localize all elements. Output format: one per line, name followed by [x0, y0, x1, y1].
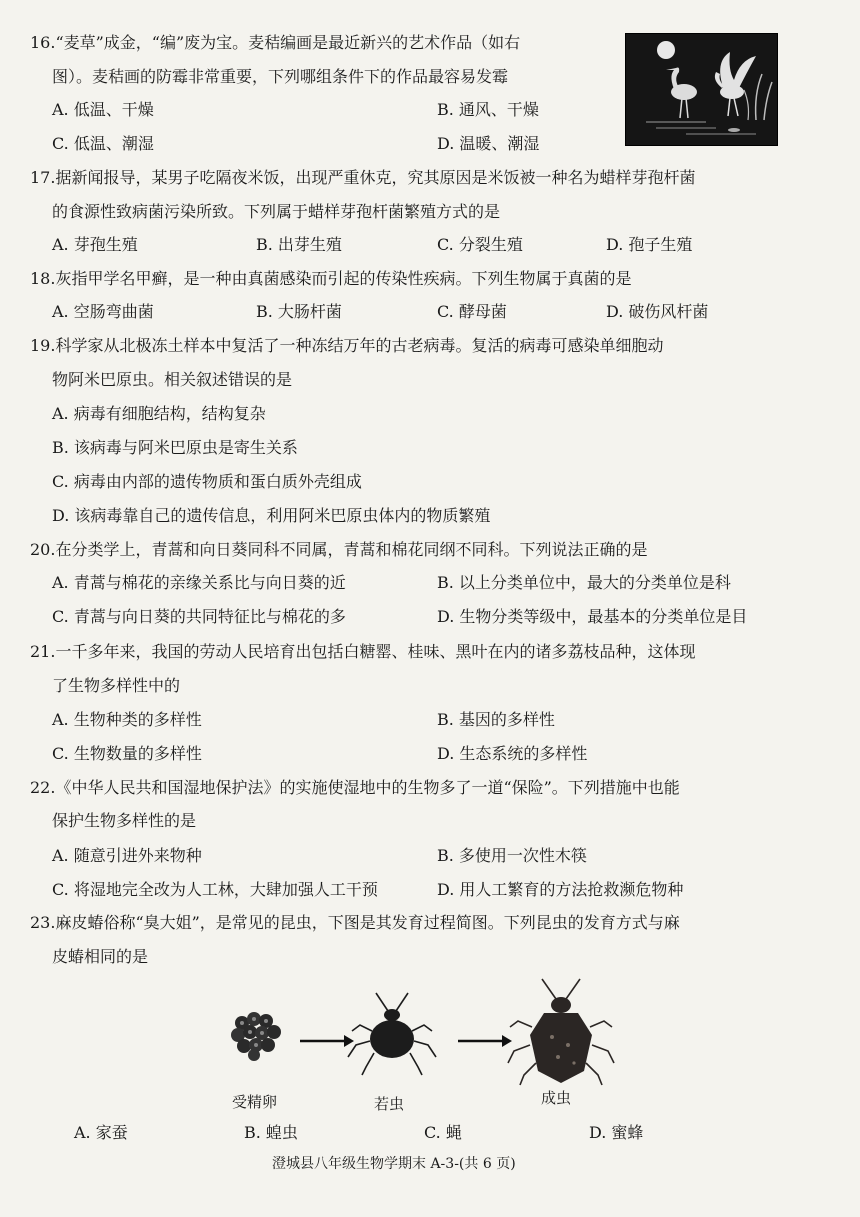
stage-label-egg: 受精卵 — [232, 1093, 278, 1111]
q23-option-d[interactable]: D. 蜜蜂 — [589, 1123, 644, 1142]
q17-option-c[interactable]: C. 分裂生殖 — [437, 235, 523, 254]
q18-stem-line-1: 18.灰指甲学名甲癣，是一种由真菌感染而引起的传染性疾病。下列生物属于真菌的是 — [30, 269, 632, 288]
q19-option-b[interactable]: B. 该病毒与阿米巴原虫是寄生关系 — [52, 438, 298, 457]
q23-option-c[interactable]: C. 蝇 — [424, 1123, 462, 1142]
q19-option-c[interactable]: C. 病毒由内部的遗传物质和蛋白质外壳组成 — [52, 472, 362, 491]
q21-option-a[interactable]: A. 生物种类的多样性 — [52, 710, 202, 729]
q23-stem-line-2: 皮蝽相同的是 — [52, 947, 149, 966]
q22-stem-line-1: 22.《中华人民共和国湿地保护法》的实施使湿地中的生物多了一道“保险”。下列措施中也能 — [30, 778, 680, 797]
straw-art-image — [625, 33, 778, 146]
q23-stem-line-1: 23.麻皮蝽俗称“臭大姐”，是常见的昆虫，下图是其发育过程简图。下列昆虫的发育方式与麻 — [30, 913, 680, 932]
q20-option-a[interactable]: A. 青蒿与棉花的亲缘关系比与向日葵的近 — [52, 573, 346, 592]
q16-option-c[interactable]: C. 低温、潮湿 — [52, 134, 154, 153]
q22-option-c[interactable]: C. 将湿地完全改为人工林，大肆加强人工干预 — [52, 880, 378, 899]
q21-option-b[interactable]: B. 基因的多样性 — [437, 710, 555, 729]
q17-option-d[interactable]: D. 孢子生殖 — [606, 235, 693, 254]
q17-stem-line-1: 17.据新闻报导，某男子吃隔夜米饭，出现严重休克，究其原因是米饭被一种名为蜡样芽孢杆菌 — [30, 168, 696, 187]
q21-stem-line-2: 了生物多样性中的 — [52, 676, 181, 695]
q19-option-d[interactable]: D. 该病毒靠自己的遗传信息，利用阿米巴原虫体内的物质繁殖 — [52, 506, 491, 525]
q18-option-c[interactable]: C. 酵母菌 — [437, 302, 507, 321]
q17-option-b[interactable]: B. 出芽生殖 — [256, 235, 342, 254]
egg-cluster-icon — [231, 1012, 281, 1061]
q16-option-a[interactable]: A. 低温、干燥 — [52, 100, 154, 119]
q20-stem-line-1: 20.在分类学上，青蒿和向日葵同科不同属，青蒿和棉花同纲不同科。下列说法正确的是 — [30, 540, 648, 559]
q22-stem-line-2: 保护生物多样性的是 — [52, 811, 197, 830]
q23-option-a[interactable]: A. 家蚕 — [74, 1123, 128, 1142]
q18-option-b[interactable]: B. 大肠杆菌 — [256, 302, 342, 321]
q18-option-d[interactable]: D. 破伤风杆菌 — [606, 302, 709, 321]
q22-option-b[interactable]: B. 多使用一次性木筷 — [437, 846, 587, 865]
q16-option-b[interactable]: B. 通风、干燥 — [437, 100, 539, 119]
q16-stem-line-2: 图）。麦秸画的防霉非常重要，下列哪组条件下的作品最容易发霉 — [52, 67, 509, 86]
cranes-artwork-icon — [626, 34, 777, 145]
q22-option-a[interactable]: A. 随意引进外来物种 — [52, 846, 202, 865]
stinkbug-development-diagram — [220, 975, 640, 1090]
q20-option-b[interactable]: B. 以上分类单位中，最大的分类单位是科 — [437, 573, 731, 592]
q17-option-a[interactable]: A. 芽孢生殖 — [52, 235, 138, 254]
q16-stem-line-1: 16.“麦草”成金，“编”废为宝。麦秸编画是最近新兴的艺术作品（如右 — [30, 33, 521, 52]
q21-option-d[interactable]: D. 生态系统的多样性 — [437, 744, 588, 763]
adult-stinkbug-icon — [508, 979, 614, 1085]
q23-option-b[interactable]: B. 蝗虫 — [244, 1123, 298, 1142]
q19-option-a[interactable]: A. 病毒有细胞结构，结构复杂 — [52, 404, 266, 423]
q16-option-d[interactable]: D. 温暖、潮湿 — [437, 134, 540, 153]
nymph-icon — [348, 993, 436, 1075]
arrow-right-icon — [458, 1035, 512, 1047]
stage-label-adult: 成虫 — [541, 1089, 572, 1107]
stage-label-nymph: 若虫 — [374, 1095, 405, 1113]
q17-stem-line-2: 的食源性致病菌污染所致。下列属于蜡样芽孢杆菌繁殖方式的是 — [52, 202, 501, 221]
arrow-right-icon — [300, 1035, 354, 1047]
q21-option-c[interactable]: C. 生物数量的多样性 — [52, 744, 202, 763]
q20-option-c[interactable]: C. 青蒿与向日葵的共同特征比与棉花的多 — [52, 607, 346, 626]
q20-option-d[interactable]: D. 生物分类等级中，最基本的分类单位是目 — [437, 607, 748, 626]
q19-stem-line-2: 物阿米巴原虫。相关叙述错误的是 — [52, 370, 293, 389]
q18-option-a[interactable]: A. 空肠弯曲菌 — [52, 302, 154, 321]
page-footer: 澄城县八年级生物学期末 A-3-(共 6 页) — [272, 1156, 516, 1172]
q21-stem-line-1: 21.一千多年来，我国的劳动人民培育出包括白糖罂、桂味、黑叶在内的诸多荔枝品种，这体现 — [30, 642, 696, 661]
q19-stem-line-1: 19.科学家从北极冻土样本中复活了一种冻结万年的古老病毒。复活的病毒可感染单细胞动 — [30, 336, 664, 355]
q22-option-d[interactable]: D. 用人工繁育的方法抢救濒危物种 — [437, 880, 684, 899]
